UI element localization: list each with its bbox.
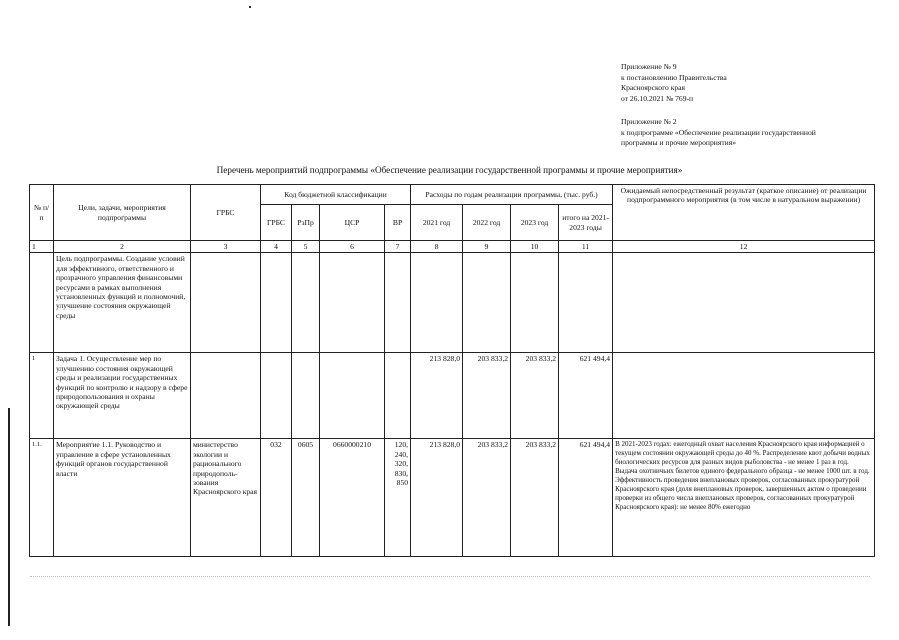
row-2022 <box>463 253 511 353</box>
column-number: 11 <box>559 241 613 253</box>
row-grbs <box>191 353 261 439</box>
appendix-9-line: Приложение № 9 <box>621 62 677 71</box>
scan-edge-line <box>8 408 10 626</box>
row-grbs-code <box>261 253 292 353</box>
header-2023: 2023 год <box>511 205 559 241</box>
row-rzpr <box>292 253 320 353</box>
row-result <box>613 253 875 353</box>
row-vr: 120, 240, 320, 830, 850 <box>385 439 411 557</box>
column-number: 3 <box>191 241 261 253</box>
row-total: 621 494,4 <box>559 353 613 439</box>
scan-speck <box>249 6 251 8</box>
appendix-2-line: Приложение № 2 <box>621 117 677 126</box>
table-row <box>30 353 875 439</box>
row-grbs-code: 032 <box>261 439 292 557</box>
column-number: 9 <box>463 241 511 253</box>
column-number: 12 <box>613 241 875 253</box>
column-number: 4 <box>261 241 292 253</box>
column-number: 7 <box>385 241 411 253</box>
table-row <box>30 439 875 557</box>
row-2022: 203 833,2 <box>463 353 511 439</box>
header-grbs-code: ГРБС <box>261 205 292 241</box>
row-2021 <box>411 253 463 353</box>
column-number-row <box>30 241 875 253</box>
row-result: В 2021-2023 годах: ежегодный охват населения Красноярского края информацией о текущем состоянии окружающей среды до 40 %. Распределение квот добычи водных биологических ресурсов для разных видов рыболовства - не менее 1 раз в год. Выдача охотничьих билетов единого федерального образца - не менее 1000 шт. в год. Эффективность проведения внеплановых проверок, согласованных прокуратурой Красноярского края (доля внеплановых проверок, завершенных актом о проведении проверки из общего числа внеплановых проверок, согласованных прокуратурой Красноярского края): не менее 80% ежегодно <box>613 439 875 557</box>
header-grbs: ГРБС <box>191 185 261 241</box>
row-num: 1 <box>30 353 54 439</box>
row-csr <box>320 253 385 353</box>
header-2021: 2021 год <box>411 205 463 241</box>
appendix-9-line: к постановлению Правительства <box>621 72 727 82</box>
header-rzpr: РзПр <box>292 205 320 241</box>
header-vr: ВР <box>385 205 411 241</box>
row-2023 <box>511 253 559 353</box>
row-2023: 203 833,2 <box>511 353 559 439</box>
row-name: Цель подпрограммы. Создание условий для эффективного, ответственного и прозрачного управления финансовыми ресурсами в рамках выполнения установленных функций и полномочий, улучшение состояния окружающей среды <box>54 253 191 353</box>
header-total: итого на 2021-2023 годы <box>559 205 613 241</box>
column-number: 10 <box>511 241 559 253</box>
row-total: 621 494,4 <box>559 439 613 557</box>
row-result <box>613 353 875 439</box>
column-number: 6 <box>320 241 385 253</box>
header-expenses: Расходы по годам реализации программы, (тыс. руб.) <box>411 185 613 205</box>
row-2023: 203 833,2 <box>511 439 559 557</box>
appendix-2-line: программы и прочие мероприятия» <box>621 138 736 147</box>
column-number: 2 <box>54 241 191 253</box>
row-name: Мероприятие 1.1. Руководство и управление в сфере установленных функций органов государственной власти <box>54 439 191 557</box>
row-grbs: министерство экологии и рационального природополь-зования Красноярского края <box>191 439 261 557</box>
row-name: Задача 1. Осуществление мер по улучшению состояния окружающей среды и реализации государственных функций по контролю и надзору в сфере природопользования и охраны окружающей среды <box>54 353 191 439</box>
column-number: 5 <box>292 241 320 253</box>
header-2022: 2022 год <box>463 205 511 241</box>
row-grbs <box>191 253 261 353</box>
table-row <box>30 253 875 353</box>
row-2021: 213 828,0 <box>411 353 463 439</box>
row-vr <box>385 353 411 439</box>
row-total <box>559 253 613 353</box>
row-rzpr: 0605 <box>292 439 320 557</box>
header-csr: ЦСР <box>320 205 385 241</box>
row-num: 1.1. <box>30 439 54 557</box>
appendix-2-block <box>621 117 816 149</box>
appendix-9-line: Красноярского края <box>621 83 686 92</box>
document-title: Перечень мероприятий подпрограммы «Обеспечение реализации государственной программы и прочие мероприятия» <box>216 165 683 175</box>
row-grbs-code <box>261 353 292 439</box>
row-num <box>30 253 54 353</box>
row-csr: 0660000210 <box>320 439 385 557</box>
appendix-2-line: к подпрограмме «Обеспечение реализации государственной <box>621 127 816 137</box>
row-2022: 203 833,2 <box>463 439 511 557</box>
header-budget-code: Код бюджетной классификации <box>261 185 411 205</box>
row-vr <box>385 253 411 353</box>
row-2021: 213 828,0 <box>411 439 463 557</box>
row-csr <box>320 353 385 439</box>
header-num: № п/п <box>30 185 54 241</box>
header-result: Ожидаемый непосредственный результат (краткое описание) от реализации подпрограммного мероприятия (в том числе в натуральном выражении) <box>613 185 875 241</box>
column-number: 8 <box>411 241 463 253</box>
header-goals: Цели, задачи, мероприятия подпрограммы <box>54 185 191 241</box>
activities-table <box>29 184 875 557</box>
row-rzpr <box>292 353 320 439</box>
page-fold-line <box>30 576 870 577</box>
appendix-9-block <box>621 62 727 104</box>
appendix-9-line: от 26.10.2021 № 769-п <box>621 93 694 103</box>
column-number: 1 <box>30 241 54 253</box>
